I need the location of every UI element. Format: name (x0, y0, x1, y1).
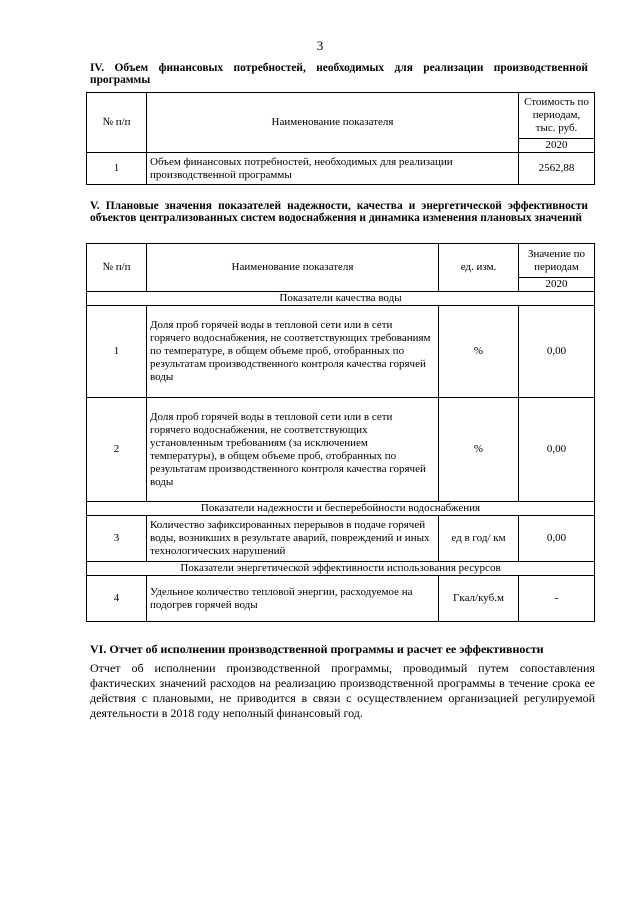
group-row (87, 562, 595, 576)
row-number: 2 (87, 398, 147, 502)
row-number: 4 (87, 576, 147, 622)
row-unit: % (439, 306, 519, 398)
row-unit: Гкал/куб.м (439, 576, 519, 622)
section-5-heading: V. Плановые значения показателей надежности, качества и энергетической эффективности объектов централизованных систем водоснабжения и динамика изменения плановых значений (90, 200, 588, 225)
page-number: 3 (316, 38, 324, 53)
year-header: 2020 (519, 278, 595, 292)
group-row (87, 292, 595, 306)
row-value: 2562,88 (519, 153, 595, 185)
table-row (87, 398, 595, 502)
financial-needs-table (86, 92, 595, 185)
col-num-header: № п/п (87, 93, 147, 153)
row-name: Доля проб горячей воды в тепловой сети или в сети горячего водоснабжения, не соответствующих установленным требованиям (за исключением температуры), в общем объеме проб, отобранных по результатам производственного контроля качества горячей воды (147, 398, 439, 502)
col-cost-header: Стоимость по периодам, тыс. руб. (519, 93, 595, 139)
table-row (87, 153, 595, 185)
row-unit: % (439, 398, 519, 502)
col-value-header: Значение по периодам (519, 244, 595, 278)
row-value: 0,00 (519, 306, 595, 398)
row-name: Количество зафиксированных перерывов в подаче горячей воды, возникших в результате аварий, повреждений и иных технологических нарушений (147, 516, 439, 562)
section-6-text: Отчет об исполнении производственной программы, проводимый путем сопоставления фактических значений расходов на реализацию производственной программы в течение срока ее действия с плановыми, не приводится в связи с осуществлением организацией регулируемой деятельности в 2018 году неполный финансовый год. (90, 661, 595, 720)
section-4-heading: IV. Объем финансовых потребностей, необходимых для реализации производственной программы (90, 62, 588, 87)
row-value: 0,00 (519, 516, 595, 562)
row-number: 1 (87, 153, 147, 185)
row-name: Удельное количество тепловой энергии, расходуемое на подогрев горячей воды (147, 576, 439, 622)
table-row (87, 576, 595, 622)
year-header: 2020 (519, 139, 595, 153)
row-unit: ед в год/ км (439, 516, 519, 562)
row-name: Доля проб горячей воды в тепловой сети или в сети горячего водоснабжения, не соответствующих требованиям по температуре, в общем объеме проб, отобранных по результатам производственного контроля качества горячей воды (147, 306, 439, 398)
group-label: Показатели качества воды (87, 292, 595, 306)
section-6-heading: VI. Отчет об исполнении производственной программы и расчет ее эффективности (90, 642, 544, 656)
row-name: Объем финансовых потребностей, необходимых для реализации производственной программы (147, 153, 519, 185)
row-value: 0,00 (519, 398, 595, 502)
group-label: Показатели надежности и бесперебойности водоснабжения (87, 502, 595, 516)
row-number: 3 (87, 516, 147, 562)
row-value: - (519, 576, 595, 622)
table-header-row (87, 244, 595, 278)
table-row (87, 306, 595, 398)
row-number: 1 (87, 306, 147, 398)
indicators-table (86, 243, 595, 622)
group-row (87, 502, 595, 516)
col-num-header: № п/п (87, 244, 147, 292)
table-header-row (87, 93, 595, 139)
table-row (87, 516, 595, 562)
group-label: Показатели энергетической эффективности использования ресурсов (87, 562, 595, 576)
col-name-header: Наименование показателя (147, 244, 439, 292)
col-unit-header: ед. изм. (439, 244, 519, 292)
col-name-header: Наименование показателя (147, 93, 519, 153)
